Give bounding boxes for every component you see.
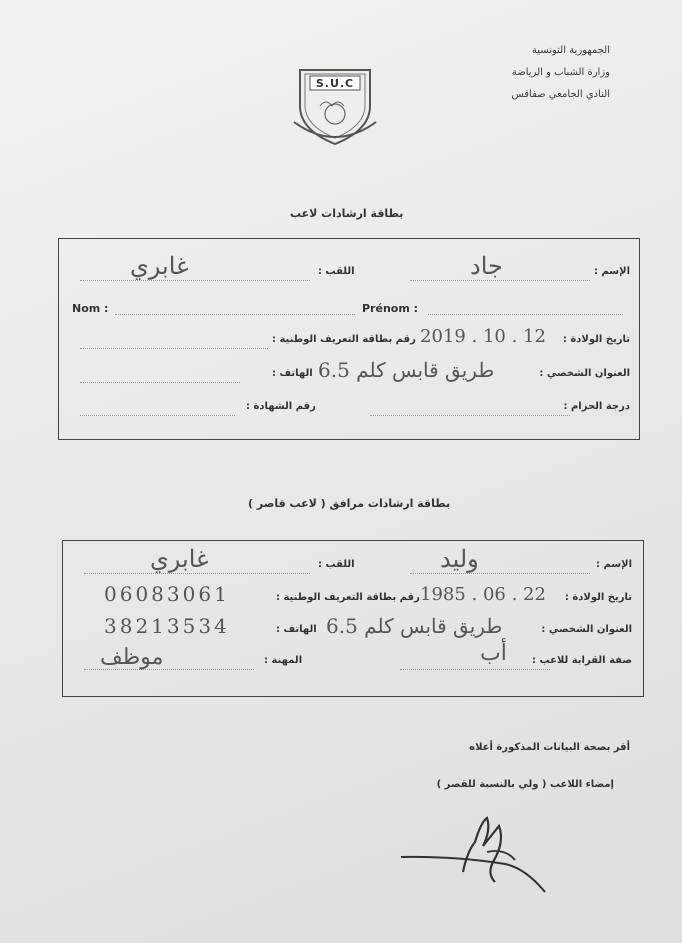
player-phone-label: الهاتف : <box>272 368 313 379</box>
player-name-line <box>410 280 590 281</box>
guardian-surname-value: غابري <box>150 545 209 573</box>
guardian-card-title: بطاقة ارشادات مرافق ( لاعب قاصر ) <box>248 497 451 510</box>
player-phone-line <box>80 382 240 383</box>
prenom-line <box>428 314 623 315</box>
player-birth-value: 2019 . 10 . 12 <box>420 326 546 347</box>
logo-text: S.U.C <box>315 77 355 90</box>
job-value: موظف <box>100 645 164 670</box>
guardian-name-label: الإسم : <box>595 559 632 570</box>
signature-label: إمضاء اللاعب ( ولي بالنسبة للقصر ) <box>436 779 614 790</box>
header-block <box>440 40 610 106</box>
guardian-id-value: 06083061 <box>104 582 230 606</box>
guardian-name-value: وليد <box>440 545 479 573</box>
nom-line <box>115 314 355 315</box>
guardian-name-line <box>410 573 590 574</box>
signature-mark <box>395 812 565 902</box>
job-label: المهنة : <box>264 655 303 666</box>
player-name-value: جاد <box>470 252 503 280</box>
guardian-birth-label: تاريخ الولادة : <box>564 592 632 603</box>
certificate-line <box>80 415 235 416</box>
player-birth-label: تاريخ الولادة : <box>562 334 630 345</box>
player-id-line <box>80 348 268 349</box>
declaration-text: أقر بصحة البيانات المذكورة أعلاه <box>469 742 630 753</box>
guardian-id-label: رقم بطاقة التعريف الوطنية : <box>276 592 420 603</box>
club-shield-icon <box>290 58 380 148</box>
relation-label: صفة القرابة للاعب : <box>532 655 632 666</box>
certificate-label: رقم الشهادة : <box>246 401 316 412</box>
header-line-ministry: وزارة الشباب و الرياضة <box>511 67 610 78</box>
belt-label: درجة الحزام : <box>563 401 630 412</box>
player-id-label: رقم بطاقة التعريف الوطنية : <box>272 334 416 345</box>
guardian-phone-label: الهاتف : <box>276 624 317 635</box>
relation-line <box>400 669 550 670</box>
club-logo <box>290 58 380 148</box>
guardian-address-label: العنوان الشخصي : <box>541 624 632 635</box>
guardian-phone-value: 38213534 <box>104 614 230 638</box>
header-line-club: النادي الجامعي صفاقس <box>511 89 610 100</box>
guardian-address-value: طريق قابس كلم 6.5 <box>326 614 503 638</box>
player-card-title: بطاقة ارشادات لاعب <box>290 207 404 220</box>
player-surname-line <box>80 280 310 281</box>
player-address-value: طريق قابس كلم 6.5 <box>318 358 495 382</box>
player-address-label: العنوان الشخصي : <box>539 368 630 379</box>
belt-line <box>370 415 570 416</box>
player-surname-value: غابري <box>130 252 189 280</box>
header-line-country: الجمهورية التونسية <box>531 45 610 56</box>
guardian-surname-label: اللقب : <box>318 559 355 570</box>
guardian-surname-line <box>84 573 310 574</box>
player-surname-label: اللقب : <box>318 266 355 277</box>
player-name-label: الإسم : <box>593 266 630 277</box>
nom-label: Nom : <box>72 302 109 315</box>
relation-value: أب <box>480 641 507 666</box>
prenom-label: Prénom : <box>362 302 419 315</box>
guardian-birth-value: 1985 . 06 . 22 <box>420 584 546 605</box>
